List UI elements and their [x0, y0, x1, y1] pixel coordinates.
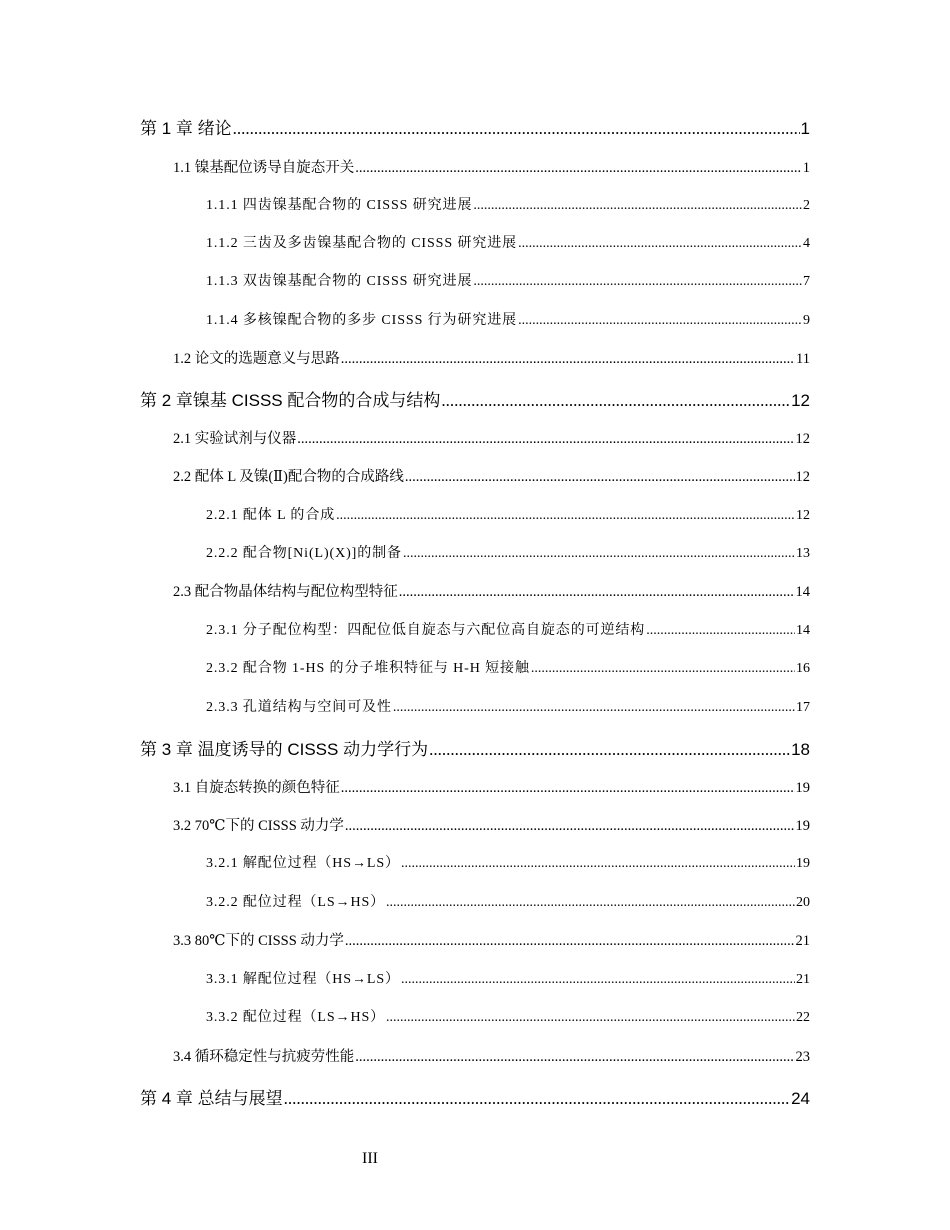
toc-entry-page-number: 14: [796, 623, 810, 638]
dot-leader: [429, 740, 790, 760]
toc-entry-title: 第 4 章 总结与展望: [140, 1089, 283, 1108]
toc-entry-title: 3.1 自旋态转换的颜色特征: [173, 780, 340, 796]
dot-leader: [386, 1010, 795, 1026]
toc-entry-title: 2.2.1 配体 L 的合成: [206, 508, 336, 523]
toc-entry-page-number: 12: [791, 391, 810, 410]
toc-entry-title: 第 3 章 温度诱导的 CISSS 动力学行为: [140, 740, 429, 759]
toc-entry-level-2[interactable]: [173, 347, 810, 368]
toc-entry-level-3[interactable]: [206, 270, 810, 290]
dot-leader: [441, 391, 790, 411]
toc-entry-level-3[interactable]: [206, 657, 810, 677]
toc-entry-page-number: 18: [791, 740, 810, 759]
toc-entry-title: 2.2 配体 L 及镍(Ⅱ)配合物的合成路线: [173, 469, 404, 485]
toc-entry-page-number: 21: [796, 972, 810, 987]
dot-leader: [399, 584, 795, 601]
toc-entry-level-3[interactable]: [206, 891, 810, 911]
toc-entry-level-2[interactable]: [173, 465, 810, 486]
toc-entry-page-number: 1: [800, 119, 810, 138]
dot-leader: [345, 933, 795, 950]
dot-leader: [401, 972, 795, 988]
toc-entry-page-number: 19: [795, 780, 810, 796]
toc-entry-level-2[interactable]: [173, 1045, 810, 1066]
toc-entry-page-number: 23: [795, 1049, 810, 1065]
dot-leader: [401, 856, 795, 872]
dot-leader: [284, 1089, 790, 1109]
toc-entry-title: 1.1 镍基配位诱导自旋态开关: [173, 160, 355, 176]
toc-entry-title: 1.1.2 三齿及多齿镍基配合物的 CISSS 研究进展: [206, 236, 518, 251]
toc-entry-page-number: 12: [795, 431, 810, 447]
toc-entry-level-3[interactable]: [206, 968, 810, 988]
dot-leader: [386, 895, 795, 911]
toc-entry-page-number: 4: [803, 236, 810, 251]
toc-entry-page-number: 19: [796, 856, 810, 871]
toc-entry-title: 1.2 论文的选题意义与思路: [173, 351, 340, 367]
toc-entry-title: 2.3.2 配合物 1-HS 的分子堆积特征与 H-H 短接触: [206, 661, 530, 676]
dot-leader: [518, 236, 802, 252]
toc-entry-page-number: 13: [796, 546, 810, 561]
toc-entry-level-3[interactable]: [206, 1006, 810, 1026]
toc-entry-level-3[interactable]: [206, 309, 810, 329]
toc-entry-title: 3.2 70℃下的 CISSS 动力学: [173, 818, 344, 834]
toc-entry-level-2[interactable]: [173, 156, 810, 177]
toc-entry-title: 3.3.2 配位过程（LS→HS）: [206, 1010, 386, 1025]
dot-leader: [341, 780, 795, 797]
toc-entry-level-1[interactable]: [140, 1084, 810, 1109]
toc-entry-page-number: 16: [796, 661, 810, 676]
toc-entry-page-number: 24: [791, 1089, 810, 1108]
toc-entry-page-number: 22: [796, 1010, 810, 1025]
toc-entry-level-2[interactable]: [173, 580, 810, 601]
toc-entry-title: 3.2.2 配位过程（LS→HS）: [206, 895, 386, 910]
toc-entry-level-3[interactable]: [206, 542, 810, 562]
toc-entry-title: 2.3.3 孔道结构与空间可及性: [206, 700, 392, 715]
toc-entry-page-number: 2: [803, 198, 810, 213]
toc-entry-level-1[interactable]: [140, 114, 810, 139]
toc-entry-title: 1.1.3 双齿镍基配合物的 CISSS 研究进展: [206, 274, 473, 289]
dot-leader: [393, 700, 795, 716]
toc-entry-page-number: 12: [795, 469, 810, 485]
toc-entry-title: 1.1.1 四齿镍基配合物的 CISSS 研究进展: [206, 198, 473, 213]
toc-entry-level-1[interactable]: [140, 735, 810, 760]
toc-entry-page-number: 19: [795, 818, 810, 834]
toc-entry-title: 2.2.2 配合物[Ni(L)(X)]的制备: [206, 546, 402, 561]
dot-leader: [473, 198, 802, 214]
toc-entry-title: 2.3 配合物晶体结构与配位构型特征: [173, 584, 398, 600]
dot-leader: [646, 623, 795, 639]
dot-leader: [345, 818, 795, 835]
toc-entry-page-number: 21: [795, 933, 810, 949]
toc-entry-title: 第 1 章 绪论: [140, 119, 232, 138]
toc-entry-title: 3.3 80℃下的 CISSS 动力学: [173, 933, 344, 949]
toc-entry-page-number: 20: [796, 895, 810, 910]
footer-page-number: III: [362, 1150, 378, 1167]
toc-entry-page-number: 1: [802, 160, 810, 176]
toc-entry-title: 第 2 章镍基 CISSS 配合物的合成与结构: [140, 391, 441, 410]
toc-entry-page-number: 17: [796, 700, 810, 715]
toc-entry-page-number: 12: [796, 508, 810, 523]
dot-leader: [403, 546, 795, 562]
dot-leader: [297, 431, 794, 448]
toc-entry-level-2[interactable]: [173, 427, 810, 448]
toc-entry-level-3[interactable]: [206, 504, 810, 524]
toc-entry-title: 1.1.4 多核镍配合物的多步 CISSS 行为研究进展: [206, 313, 518, 328]
dot-leader: [233, 119, 800, 139]
toc-entry-level-2[interactable]: [173, 929, 810, 950]
dot-leader: [355, 1049, 794, 1066]
toc-entry-title: 3.2.1 解配位过程（HS→LS）: [206, 856, 400, 871]
dot-leader: [518, 313, 802, 329]
toc-entry-page-number: 11: [796, 351, 810, 367]
dot-leader: [405, 469, 795, 486]
toc-entry-level-3[interactable]: [206, 619, 810, 639]
dot-leader: [336, 508, 795, 524]
toc-entry-page-number: 14: [795, 584, 810, 600]
toc-entry-level-3[interactable]: [206, 852, 810, 872]
dot-leader: [355, 160, 802, 177]
toc-entry-title: 2.1 实验试剂与仪器: [173, 431, 297, 447]
toc-entry-level-3[interactable]: [206, 194, 810, 214]
dot-leader: [473, 274, 802, 290]
toc-entry-level-1[interactable]: [140, 386, 810, 411]
dot-leader: [341, 351, 795, 368]
toc-entry-title: 3.4 循环稳定性与抗疲劳性能: [173, 1049, 355, 1065]
toc-entry-page-number: 7: [803, 274, 810, 289]
toc-entry-level-3[interactable]: [206, 696, 810, 716]
toc-entry-title: 3.3.1 解配位过程（HS→LS）: [206, 972, 400, 987]
dot-leader: [531, 661, 795, 677]
toc-entry-level-2[interactable]: [173, 814, 810, 835]
toc-entry-level-3[interactable]: [206, 232, 810, 252]
toc-entry-level-2[interactable]: [173, 776, 810, 797]
toc-entry-page-number: 9: [803, 313, 810, 328]
toc-entry-title: 2.3.1 分子配位构型：四配位低自旋态与六配位高自旋态的可逆结构: [206, 623, 646, 638]
